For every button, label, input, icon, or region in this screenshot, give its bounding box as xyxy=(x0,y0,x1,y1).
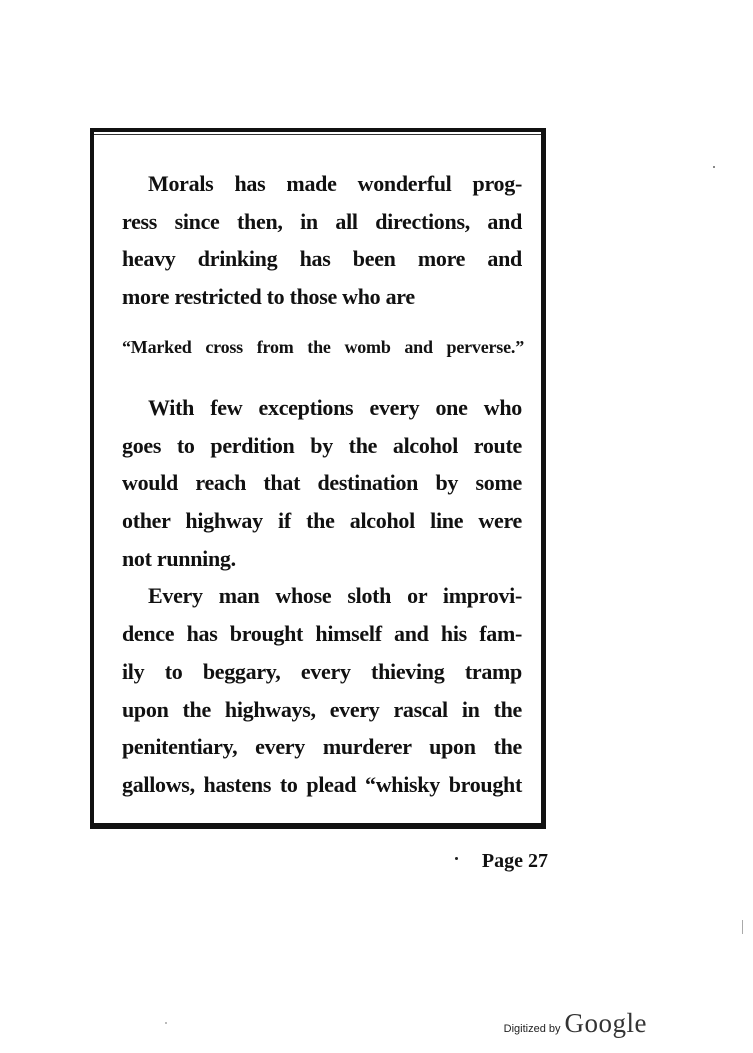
text-line: gallows, hastens to plead “whisky brought xyxy=(122,771,522,797)
digitized-prefix: Digitized by xyxy=(503,1023,561,1035)
google-logo: Google xyxy=(564,1008,647,1038)
scan-speck xyxy=(165,1022,167,1024)
digitized-by-watermark xyxy=(504,1008,647,1039)
scan-speck xyxy=(713,166,715,168)
text-line: heavy drinking has been more and xyxy=(122,246,522,272)
text-line: With few exceptions every one who xyxy=(148,395,522,420)
text-line: upon the highways, every rascal in the xyxy=(122,696,522,722)
text-line: more restricted to those who are xyxy=(122,284,415,310)
page-number: Page 27 xyxy=(481,850,548,872)
text-line: other highway if the alcohol line were xyxy=(122,508,522,534)
quotation-line: “Marked cross from the womb and perverse.” xyxy=(122,337,524,357)
scan-speck xyxy=(742,920,743,934)
paragraph-1 xyxy=(122,165,522,316)
page-mark-dot xyxy=(455,857,458,860)
text-line: goes to perdition by the alcohol route xyxy=(122,432,522,458)
paragraph-2-and-3 xyxy=(122,389,522,804)
frame-inner-rule xyxy=(94,134,541,135)
text-line: ress since then, in all directions, and xyxy=(122,208,522,234)
text-line: penitentiary, every murderer upon the xyxy=(122,734,522,760)
text-line: Every man whose sloth or improvi- xyxy=(148,583,522,609)
text-line: ily to beggary, every thieving tramp xyxy=(122,658,522,684)
text-line: would reach that destination by some xyxy=(122,470,522,496)
text-line: dence has brought himself and his fam- xyxy=(122,621,522,647)
text-line: Morals has made wonderful prog- xyxy=(148,171,522,196)
text-line: not running. xyxy=(122,545,236,571)
